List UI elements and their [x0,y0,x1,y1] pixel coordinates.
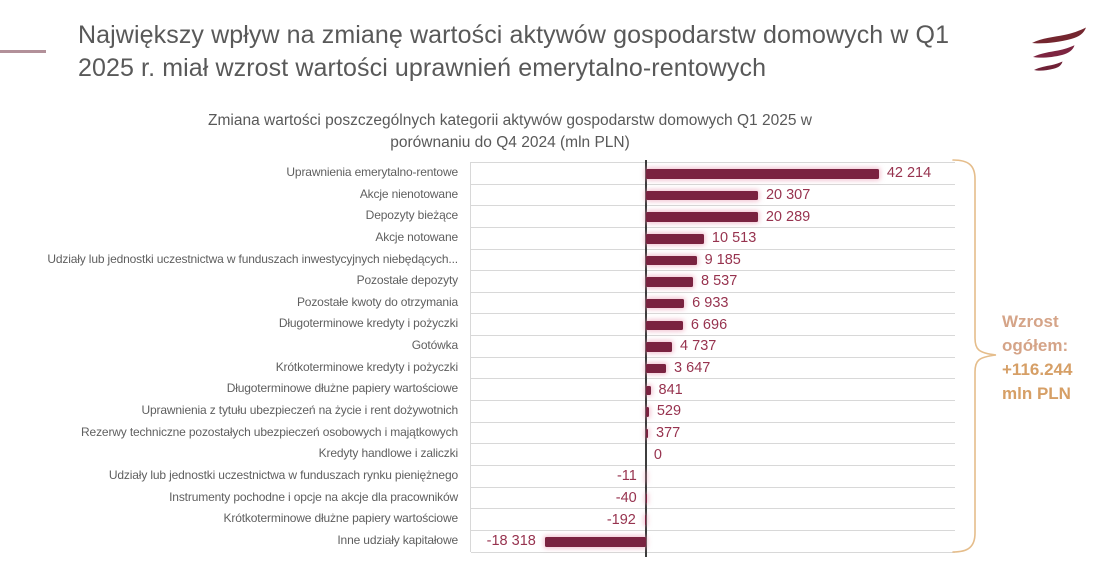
plot-row [471,379,955,401]
category-label: Rezerwy techniczne pozostałych ubezpieczeń osobowych i majątkowych [81,424,458,439]
page-title-line-1: Największy wpływ na zmianę wartości aktywów gospodarstw domowych w Q1 [78,21,950,49]
bar-chart-plot-area [470,162,955,552]
total-brace-bracket [950,158,1000,558]
value-label: 20 307 [765,186,811,203]
category-label: Akcje notowane [375,229,458,244]
annotation-line: mln PLN [1002,384,1071,403]
plot-row [471,358,955,380]
category-label: Kredyty handlowe i zaliczki [318,446,458,461]
bar [646,191,758,201]
total-growth-annotation [1002,310,1108,406]
category-label: Inne udziały kapitałowe [337,532,458,547]
bar [646,342,672,352]
plot-row [471,531,955,553]
category-label: Uprawnienia emerytalno-rentowe [286,165,458,179]
value-label: 8 537 [701,273,738,290]
annotation-line: Wzrost [1002,312,1059,331]
category-label: Udziały lub jednostki uczestnictwa w funduszach inwestycyjnych niebędących... [47,251,458,266]
bar [645,515,646,525]
value-label: 4 737 [680,338,717,355]
value-label: 841 [658,381,683,398]
category-label: Długoterminowe dłużne papiery wartościowe [226,381,458,396]
plot-row [471,444,955,466]
category-label: Gotówka [411,338,458,353]
value-label: -192 [606,511,636,528]
category-label: Uprawnienia z tytułu ubezpieczeń na życie i rent dożywotnich [141,403,458,418]
bar [646,321,683,331]
annotation-line: ogółem: [1002,336,1069,355]
chart-title [60,110,960,154]
category-label: Instrumenty pochodne i opcje na akcje dla pracowników [169,489,458,504]
value-label: 20 289 [765,208,811,225]
bar [646,169,879,179]
category-label: Długoterminowe kredyty i pożyczki [278,316,458,331]
bar [646,386,651,396]
plot-row [471,423,955,445]
category-label: Krótkoterminowe kredyty i pożyczki [275,359,458,374]
plot-row [471,509,955,531]
chart-title-line-2: porównaniu do Q4 2024 (mln PLN) [390,134,630,151]
bar [646,364,666,374]
annotation-line: +116.244 [1002,360,1073,379]
category-label: Udziały lub jednostki uczestnictwa w funduszach rynku pieniężnego [108,467,458,482]
bar [646,429,648,439]
value-label: 377 [655,425,681,441]
plot-row [471,488,955,510]
accent-line [0,50,46,53]
category-label: Pozostałe kwoty do otrzymania [296,294,458,309]
value-label: 6 696 [690,316,728,333]
plot-row [471,466,955,488]
category-label: Akcje nienotowane [359,186,458,201]
value-label: 10 513 [711,230,757,247]
value-label: 529 [656,403,682,420]
bar [545,537,646,547]
bar [646,212,758,222]
value-label: -18 318 [486,533,536,550]
value-label: 0 [653,446,662,463]
category-axis [0,162,458,552]
chart-title-line-1: Zmiana wartości poszczególnych kategorii aktywów gospodarstw domowych Q1 2025 w [208,112,812,129]
value-label: 9 185 [704,251,741,268]
page-title-line-2: 2025 r. miał wzrost wartości uprawnień emerytalno-rentowych [78,54,767,82]
bar [646,256,697,266]
category-label: Krótkoterminowe dłużne papiery wartościowe [223,511,458,526]
bar [646,234,704,244]
category-label: Depozyty bieżące [365,208,458,223]
bar [646,277,693,287]
bar [646,299,684,309]
plot-row [471,401,955,423]
value-label: 6 933 [692,295,729,312]
value-label: -11 [616,468,637,485]
category-label: Pozostałe depozyty [356,273,458,288]
three-stripes-logo-icon [1028,26,1088,78]
value-label: 3 647 [674,360,711,377]
value-label: -40 [615,489,637,506]
bar [646,407,649,417]
page-title [78,19,1028,85]
value-label: 42 214 [886,165,932,182]
